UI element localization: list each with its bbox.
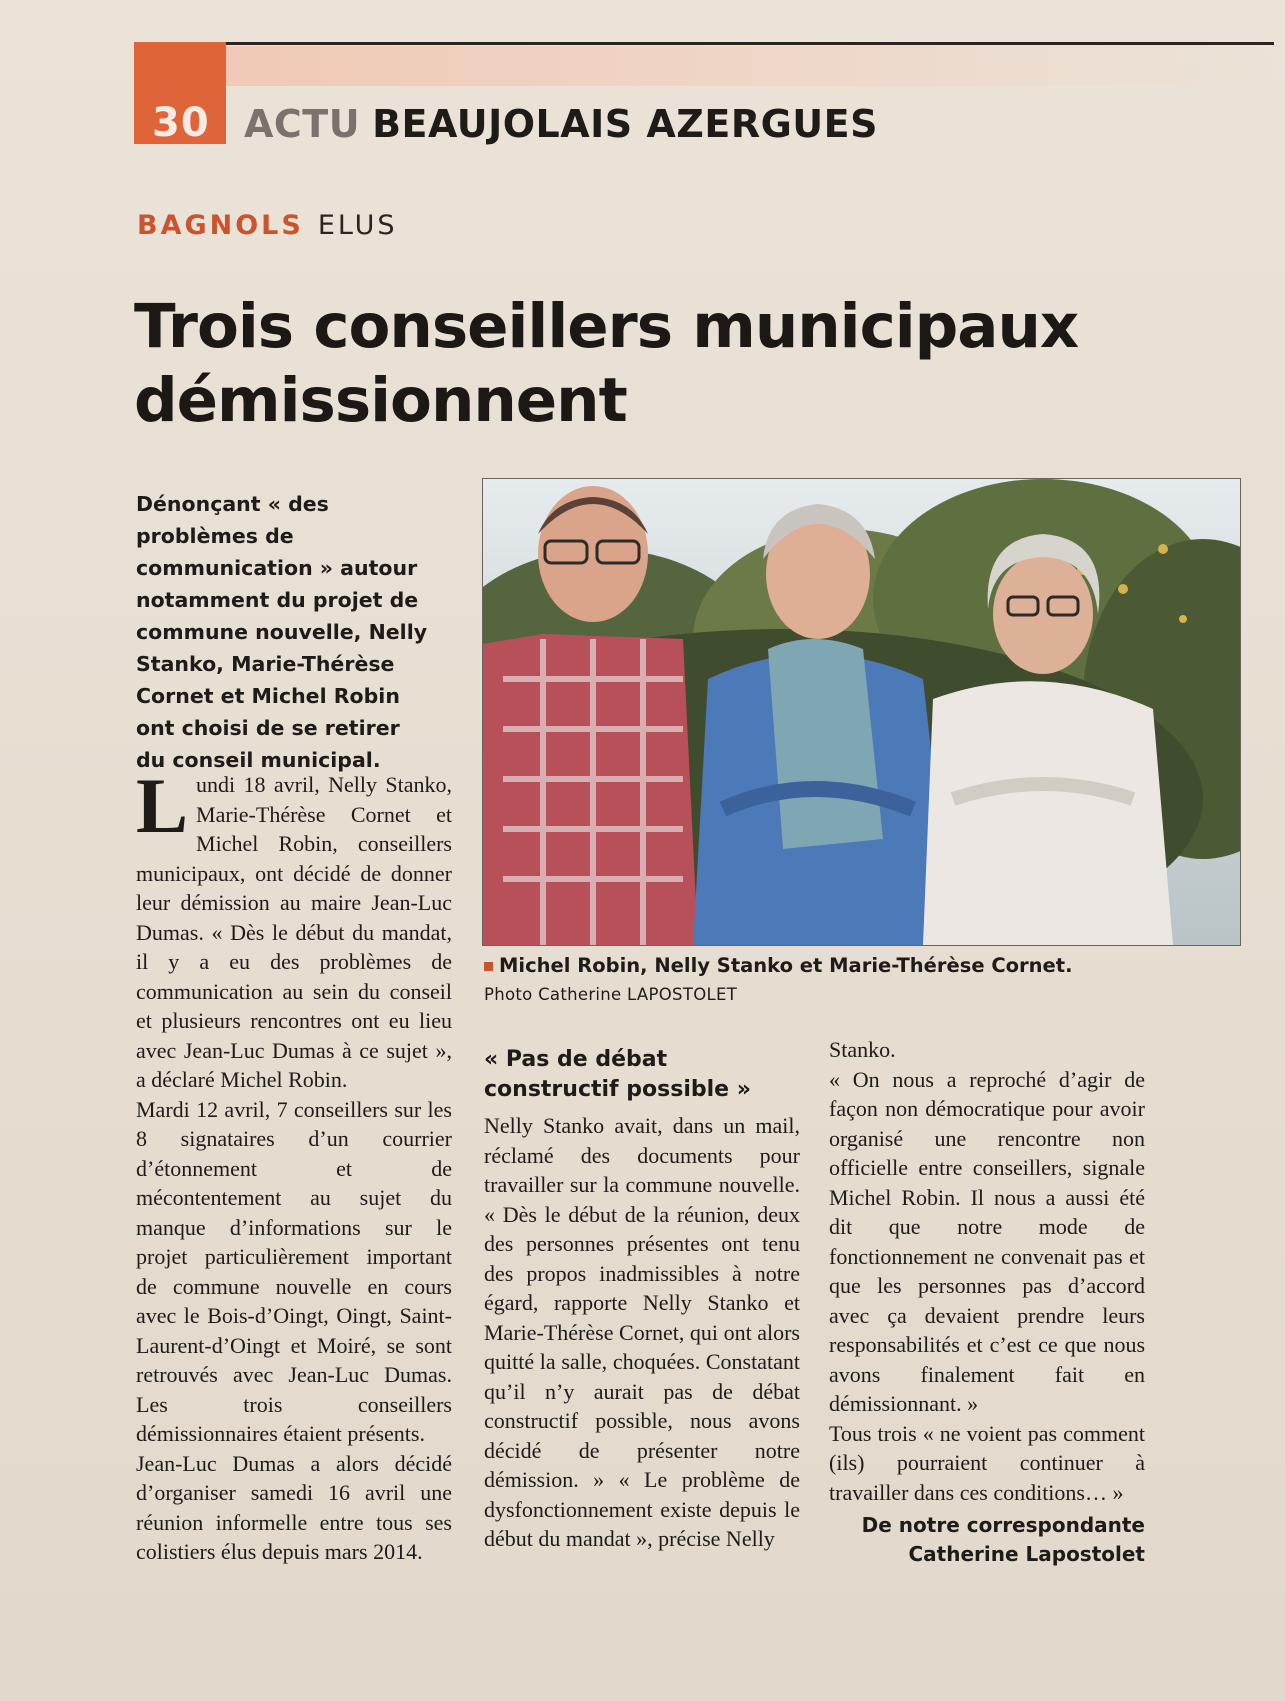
page-number: 30 bbox=[152, 100, 210, 146]
signature-line-1: De notre correspondante bbox=[861, 1513, 1145, 1537]
kicker-topic: ELUS bbox=[317, 210, 398, 241]
headline-line-1: Trois conseillers municipaux bbox=[134, 291, 1079, 362]
paragraph-6: Tous trois « ne voient pas comment (ils) pourraient continuer à travailler dans ces conditions… » bbox=[829, 1420, 1145, 1505]
article-column-3 bbox=[829, 1035, 1145, 1569]
article-column-1 bbox=[136, 762, 452, 1567]
article-signature bbox=[829, 1511, 1145, 1569]
article-column-2 bbox=[484, 1035, 800, 1554]
paragraph-1 bbox=[136, 762, 452, 1095]
signature-line-2: Catherine Lapostolet bbox=[908, 1542, 1145, 1566]
paragraph-3: Jean-Luc Dumas a alors décidé d’organiser samedi 16 avril une réunion informelle entre tous ses colistiers élus depuis mars 2014. bbox=[136, 1450, 452, 1564]
region-label: BEAUJOLAIS AZERGUES bbox=[372, 102, 878, 146]
paragraph-2: Mardi 12 avril, 7 conseillers sur les 8 signataires d’un courrier d’étonnement et de mécontentement au sujet du manque d’informations sur le projet particulièrement important de commune nouvelle en cours avec le Bois-d’Oingt, Oingt, Saint-Laurent-d’Oingt et Moiré, se sont retrouvés avec Jean-Luc Dumas. Les trois conseillers démissionnaires étaient présents. bbox=[136, 1096, 452, 1446]
photo-caption bbox=[484, 952, 1124, 1009]
header-rule bbox=[134, 42, 1274, 45]
paragraph-1-text: undi 18 avril, Nelly Stanko, Marie-Thérèse Cornet et Michel Robin, conseillers municipaux, ont décidé de donner leur démission au maire Jean-Luc Dumas. « Dès le début du mandat, il y a eu des problèmes de communication au sein du conseil et plusieurs rencontres ont eu lieu avec Jean-Luc Dumas à ce sujet », a déclaré Michel Robin. bbox=[136, 772, 452, 1092]
section-label: ACTU bbox=[244, 102, 361, 146]
article-kicker bbox=[137, 210, 398, 241]
header-band bbox=[134, 46, 1274, 86]
paragraph-4: Nelly Stanko avait, dans un mail, réclamé des documents pour travailler sur la commune nouvelle. « Dès le début de la réunion, deux des personnes présentes ont tenu des propos inadmissibles à notre égard, rapporte Nelly Stanko et Marie-Thérèse Cornet, qui ont alors quitté la salle, choquées. Constatant qu’il n’y aurait pas de débat constructif possible, nous avons décidé de présenter notre démission. » « Le problème de dysfonctionnement existe depuis le début du mandat », précise Nelly bbox=[484, 1113, 800, 1551]
article-subhead: « Pas de débat constructif possible » bbox=[484, 1047, 751, 1102]
photo-credit: Photo Catherine LAPOSTOLET bbox=[484, 985, 738, 1004]
kicker-place: BAGNOLS bbox=[137, 210, 304, 241]
article-headline bbox=[134, 290, 1134, 438]
paragraph-4-continued: Stanko. bbox=[829, 1037, 896, 1062]
caption-names: Michel Robin, Nelly Stanko et Marie-Thérèse Cornet. bbox=[499, 954, 1073, 977]
photo-illustration bbox=[483, 479, 1240, 945]
section-rubric bbox=[244, 102, 878, 146]
article-photo bbox=[482, 478, 1241, 946]
dropcap: L bbox=[136, 762, 189, 849]
article-lead: Dénonçant « des problèmes de communication » autour notamment du projet de commune nouvelle, Nelly Stanko, Marie-Thérèse Cornet et Michel Robin ont choisi de se retirer du conseil municipal. bbox=[136, 492, 428, 772]
headline-line-2: démissionnent bbox=[134, 365, 627, 436]
paragraph-5: « On nous a reproché d’agir de façon non démocratique pour avoir organisé une rencontre non officielle entre conseillers, signale Michel Robin. Il nous a aussi été dit que notre mode de fonctionnement ne convenait pas et que les personnes pas d’accord avec ça devaient prendre leurs responsabilités et c’est ce que nous avons finalement fait en démissionnant. » bbox=[829, 1066, 1145, 1416]
caption-bullet-icon bbox=[484, 962, 493, 971]
